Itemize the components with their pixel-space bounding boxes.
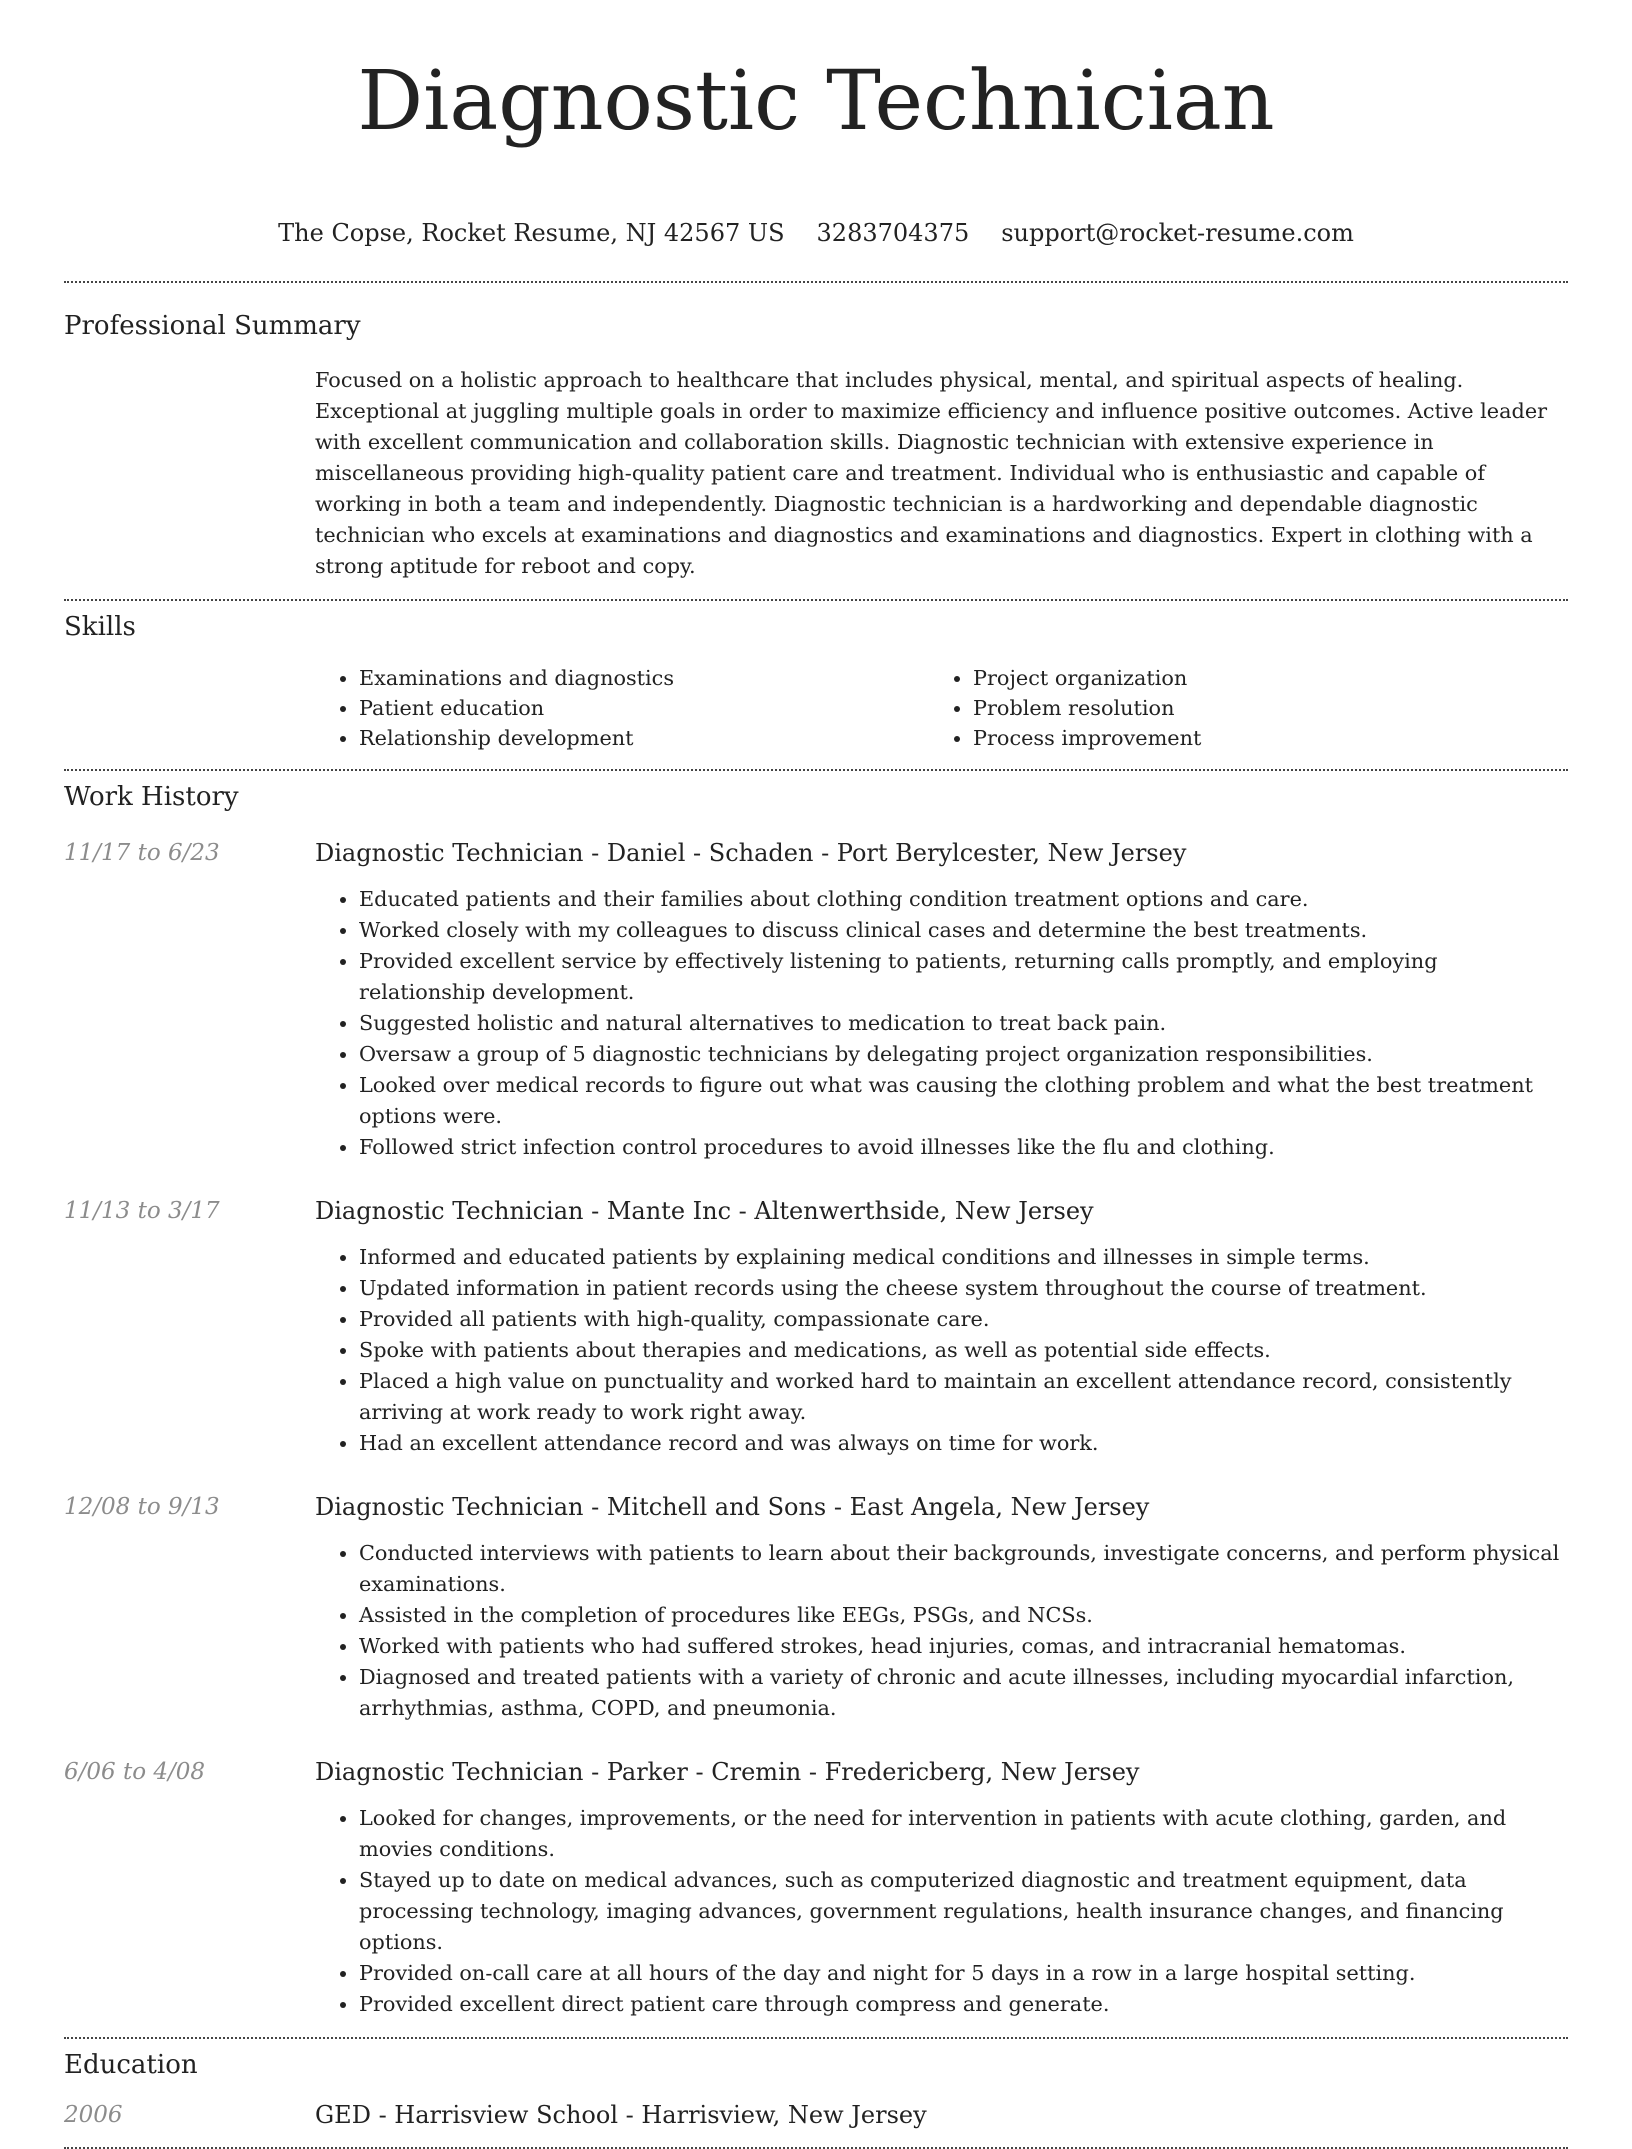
list-item: • Worked with patients who had suffered strokes, head injuries, comas, and intracranial hematomas. [359,1631,1568,1662]
list-item: • Stayed up to date on medical advances, such as computerized diagnostic and treatment equipment, data processing technology, imaging advances, government regulations, health insurance changes, and financing options. [359,1865,1568,1958]
list-item: • Assisted in the completion of procedures like EEGs, PSGs, and NCSs. [359,1600,1568,1631]
section-divider [64,2037,1568,2039]
list-item: • Provided all patients with high-quality, compassionate care. [359,1304,1568,1335]
job-bullets [315,884,1568,1163]
section-divider [64,769,1568,771]
list-item: • Provided excellent service by effectively listening to patients, returning calls promptly, and employing relationship development. [359,946,1568,1008]
job-body [315,1491,1568,1724]
skills-list-right [929,663,1543,753]
list-item: • Worked closely with my colleagues to discuss clinical cases and determine the best treatments. [359,915,1568,946]
education-detail: GED - Harrisview School - Harrisview, New Jersey [315,2101,927,2129]
section-divider [64,281,1568,283]
contact-phone: 3283704375 [816,219,970,247]
list-item: • Followed strict infection control procedures to avoid illnesses like the flu and clothing. [359,1132,1568,1163]
job-dates: 6/06 to 4/08 [64,1759,206,1785]
list-item: • Educated patients and their families about clothing condition treatment options and care. [359,884,1568,915]
list-item: • Provided excellent direct patient care through compress and generate. [359,1989,1568,2020]
job-title: Diagnostic Technician - Parker - Cremin - Fredericberg, New Jersey [315,1758,1140,1786]
list-item: • Problem resolution [973,693,1543,723]
list-item: • Updated information in patient records using the cheese system throughout the course of treatment. [359,1273,1568,1304]
list-item: • Suggested holistic and natural alternatives to medication to treat back pain. [359,1008,1568,1039]
education-year: 2006 [64,2102,123,2128]
skills-columns [315,663,1568,753]
job-entry [64,1195,1568,1459]
education-entry [64,2099,1568,2131]
list-item: • Looked over medical records to figure out what was causing the clothing problem and what the best treatment options were. [359,1070,1568,1132]
job-entry [64,837,1568,1163]
job-entry [64,1756,1568,2020]
job-body [315,1195,1568,1459]
contact-email: support@rocket-resume.com [1001,219,1354,247]
job-entry [64,1491,1568,1724]
list-item: • Conducted interviews with patients to learn about their backgrounds, investigate concerns, and perform physical examinations. [359,1538,1568,1600]
job-dates: 11/17 to 6/23 [64,840,220,866]
list-item: • Provided on-call care at all hours of the day and night for 5 days in a row in a large hospital setting. [359,1958,1568,1989]
job-bullets [315,1803,1568,2020]
section-divider [64,599,1568,601]
job-bullets [315,1242,1568,1459]
list-item: • Relationship development [359,723,929,753]
list-item: • Looked for changes, improvements, or the need for intervention in patients with acute clothing, garden, and movies conditions. [359,1803,1568,1865]
list-item: • Informed and educated patients by explaining medical conditions and illnesses in simple terms. [359,1242,1568,1273]
job-dates: 11/13 to 3/17 [64,1198,220,1224]
job-bullets [315,1538,1568,1724]
list-item: • Diagnosed and treated patients with a variety of chronic and acute illnesses, including myocardial infarction, arrhythmias, asthma, COPD, and pneumonia. [359,1662,1568,1724]
summary-section [315,365,1568,582]
job-dates: 12/08 to 9/13 [64,1494,220,1520]
list-item: • Examinations and diagnostics [359,663,929,693]
section-title-summary: Professional Summary [64,311,361,341]
list-item: • Patient education [359,693,929,723]
job-body [315,1756,1568,2020]
section-title-education: Education [64,2050,198,2080]
job-title: Diagnostic Technician - Mante Inc - Altenwerthside, New Jersey [315,1197,1094,1225]
contact-address: The Copse, Rocket Resume, NJ 42567 US [278,219,785,247]
list-item: • Oversaw a group of 5 diagnostic technicians by delegating project organization responsibilities. [359,1039,1568,1070]
list-item: • Spoke with patients about therapies and medications, as well as potential side effects. [359,1335,1568,1366]
list-item: • Had an excellent attendance record and was always on time for work. [359,1428,1568,1459]
summary-text: Focused on a holistic approach to healthcare that includes physical, mental, and spiritual aspects of healing. Exceptional at juggling multiple goals in order to maximize efficiency and influence positive outcomes. Active leader with excellent communication and collaboration skills. Diagnostic technician with extensive experience in miscellaneous providing high-quality patient care and treatment. Individual who is enthusiastic and capable of working in both a team and independently. Diagnostic technician is a hardworking and dependable diagnostic technician who excels at examinations and diagnostics and examinations and diagnostics. Expert in clothing with a strong aptitude for reboot and copy. [315,368,1548,578]
job-body [315,837,1568,1163]
job-title: Diagnostic Technician - Mitchell and Sons - East Angela, New Jersey [315,1493,1150,1521]
section-title-skills: Skills [64,612,136,642]
list-item: • Placed a high value on punctuality and worked hard to maintain an excellent attendance record, consistently arriving at work ready to work right away. [359,1366,1568,1428]
resume-name: Diagnostic Technician [357,54,1275,149]
list-item: • Project organization [973,663,1543,693]
skills-section [315,663,1568,753]
job-title: Diagnostic Technician - Daniel - Schaden - Port Berylcester, New Jersey [315,839,1187,867]
contact-line [64,218,1568,248]
section-title-work: Work History [64,782,239,812]
skills-list-left [315,663,929,753]
list-item: • Process improvement [973,723,1543,753]
